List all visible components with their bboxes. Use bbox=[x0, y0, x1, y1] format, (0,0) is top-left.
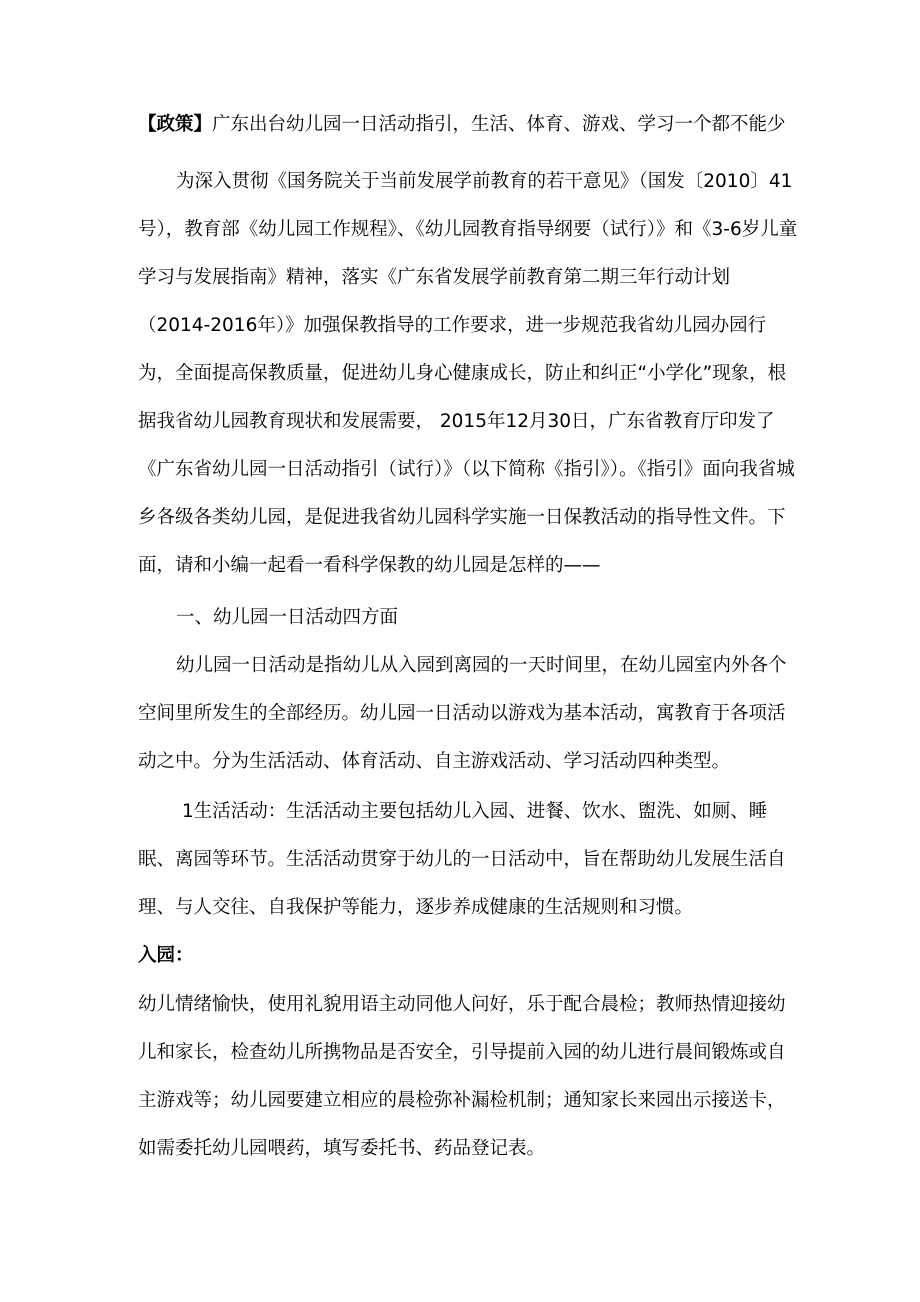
section-heading-1: 一、幼儿园一日活动四方面 bbox=[176, 607, 399, 628]
item-life-activity: 1生活活动：生活活动主要包括幼儿入园、进餐、饮水、盥洗、如厕、睡眠、离园等环节。生活活动贯穿于幼儿的一日活动中，旨在帮助幼儿发展生活自理、与人交往、自我保护等能力，逐步养成健康的生活规则和习惯。 bbox=[138, 801, 786, 918]
section-1-paragraph: 幼儿园一日活动是指幼儿从入园到离园的一天时间里，在幼儿园室内外各个空间里所发生的全部经历。幼儿园一日活动以游戏为基本活动，寓教育于各项活动之中。分为生活活动、体育活动、自主游戏活动、学习活动四种类型。 bbox=[138, 655, 787, 772]
title-text: 广东出台幼儿园一日活动指引，生活、体育、游戏、学习一个都不能少 bbox=[212, 114, 786, 135]
ruyuan-paragraph: 幼儿情绪愉快，使用礼貌用语主动同他人问好，乐于配合晨检；教师热情迎接幼儿和家长，检查幼儿所携物品是否安全，引导提前入园的幼儿进行晨间锻炼或自主游戏等；幼儿园要建立相应的晨检弥补漏检机制；通知家长来园出示接送卡，如需委托幼儿园喂药，填写委托书、药品登记表。 bbox=[138, 994, 786, 1159]
subheading-ruyuan: 入园： bbox=[138, 945, 194, 966]
title-tag: 【政策】 bbox=[138, 114, 213, 135]
intro-paragraph: 为深入贯彻《国务院关于当前发展学前教育的若干意见》（国发〔2010〕41号），教育部《幼儿园工作规程》、《幼儿园教育指导纲要（试行）》和《3-6岁儿童学习与发展指南》精神，落实《广东省发展学前教育第二期三年行动计划（2014-2016年）》加强保教指导的工作要求，进一步规范我省幼儿园办园行为，全面提高保教质量，促进幼儿身心健康成长，防止和纠正“小学化”现象，根据我省幼儿园教育现状和发展需要， 2015年12月30日，广东省教育厅印发了《广东省幼儿园一日活动指引（试行）》（以下简称《指引》）。《指引》面向我省城乡各级各类幼儿园，是促进我省幼儿园科学实施一日保教活动的指导性文件。下面，请和小编一起看一看科学保教的幼儿园是怎样的—— bbox=[138, 171, 798, 576]
document-title bbox=[138, 112, 788, 138]
